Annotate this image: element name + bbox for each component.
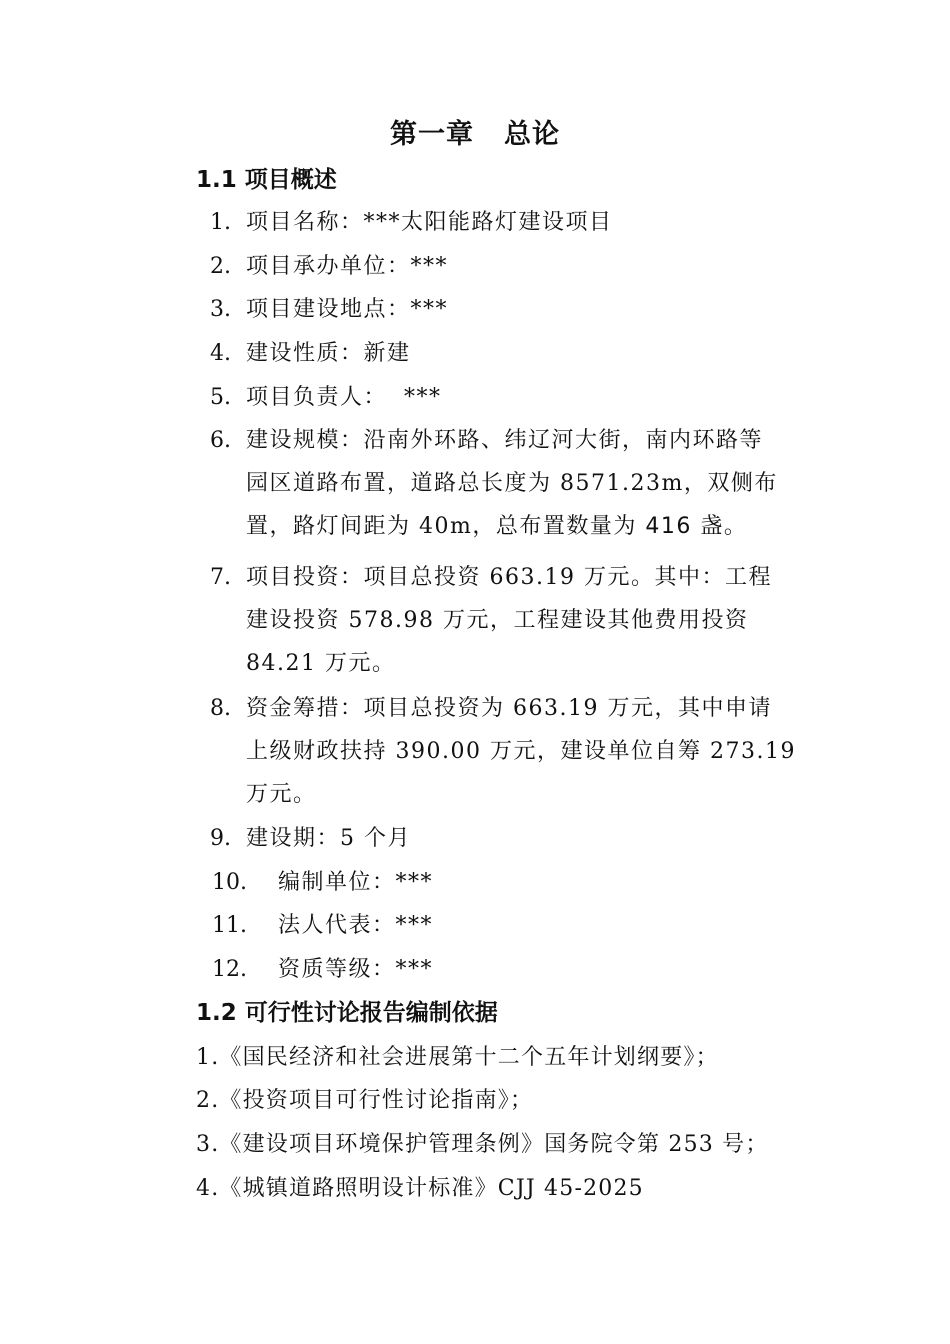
item-number: 10. [212, 870, 247, 895]
section-heading-basis: 1.2 可行性讨论报告编制依据 [196, 1000, 498, 1026]
item-text-line: 上级财政扶持 390.00 万元，建设单位自筹 273.19 [246, 739, 796, 764]
item-text: 项目负责人： *** [246, 385, 442, 410]
lamp-count: 416 [645, 514, 692, 539]
basis-item: 4.《城镇道路照明设计标准》CJJ 45-2025 [196, 1176, 644, 1201]
item-number: 3. [210, 297, 231, 322]
item-text: 法人代表：*** [278, 913, 434, 938]
item-number: 7. [210, 565, 231, 590]
item-text-line: 园区道路布置，道路总长度为 8571.23m，双侧布 [246, 471, 778, 496]
item-text-line: 84.21 万元。 [246, 651, 396, 676]
basis-item: 2.《投资项目可行性讨论指南》； [196, 1088, 534, 1113]
item-number: 12. [212, 957, 247, 982]
item-text-line: 万元。 [246, 782, 317, 807]
list-item-investment [210, 556, 810, 685]
item-number: 8. [210, 696, 231, 721]
item-text-line: 置，路灯间距为 40m，总布置数量为 [246, 514, 646, 539]
item-text-line: 盏。 [691, 514, 748, 539]
basis-item: 3.《建设项目环境保护管理条例》国务院令第 253 号； [196, 1132, 769, 1157]
list-item [210, 948, 810, 991]
list-item-scale [210, 419, 810, 548]
item-text: 资质等级：*** [278, 957, 434, 982]
list-item-funding [210, 687, 810, 816]
chapter-name: 总论 [504, 119, 560, 150]
item-number: 1. [210, 210, 231, 235]
item-number: 4. [210, 341, 231, 366]
item-number: 2. [210, 254, 231, 279]
item-text-line: 建设规模：沿南外环路、纬辽河大街，南内环路等 [246, 428, 764, 453]
list-item [210, 245, 810, 288]
chapter-number: 第一章 [390, 119, 474, 150]
list-item [210, 288, 810, 331]
list-item [210, 861, 810, 904]
item-number: 11. [212, 913, 247, 938]
basis-item: 1.《国民经济和社会进展第十二个五年计划纲要》； [196, 1045, 719, 1070]
item-text-line: 建设投资 578.98 万元，工程建设其他费用投资 [246, 608, 749, 633]
item-number: 9. [210, 826, 231, 851]
list-item [210, 332, 810, 375]
item-text-line: 资金筹措：项目总投资为 663.19 万元，其中申请 [246, 696, 772, 721]
item-text: 建设期：5 个月 [246, 826, 411, 851]
item-number: 5. [210, 385, 231, 410]
section-heading-overview: 1.1 项目概述 [196, 167, 337, 193]
item-text: 项目名称：***太阳能路灯建设项目 [246, 210, 613, 235]
list-item [210, 817, 810, 860]
item-text: 项目承办单位：*** [246, 254, 449, 279]
list-item [210, 201, 810, 244]
item-text: 编制单位：*** [278, 870, 434, 895]
item-number: 6. [210, 428, 231, 453]
item-text-line: 项目投资：项目总投资 663.19 万元。其中：工程 [246, 565, 772, 590]
list-item [210, 376, 810, 419]
list-item [210, 904, 810, 947]
item-text: 建设性质：新建 [246, 341, 411, 366]
item-text: 项目建设地点：*** [246, 297, 449, 322]
chapter-title [0, 112, 950, 151]
